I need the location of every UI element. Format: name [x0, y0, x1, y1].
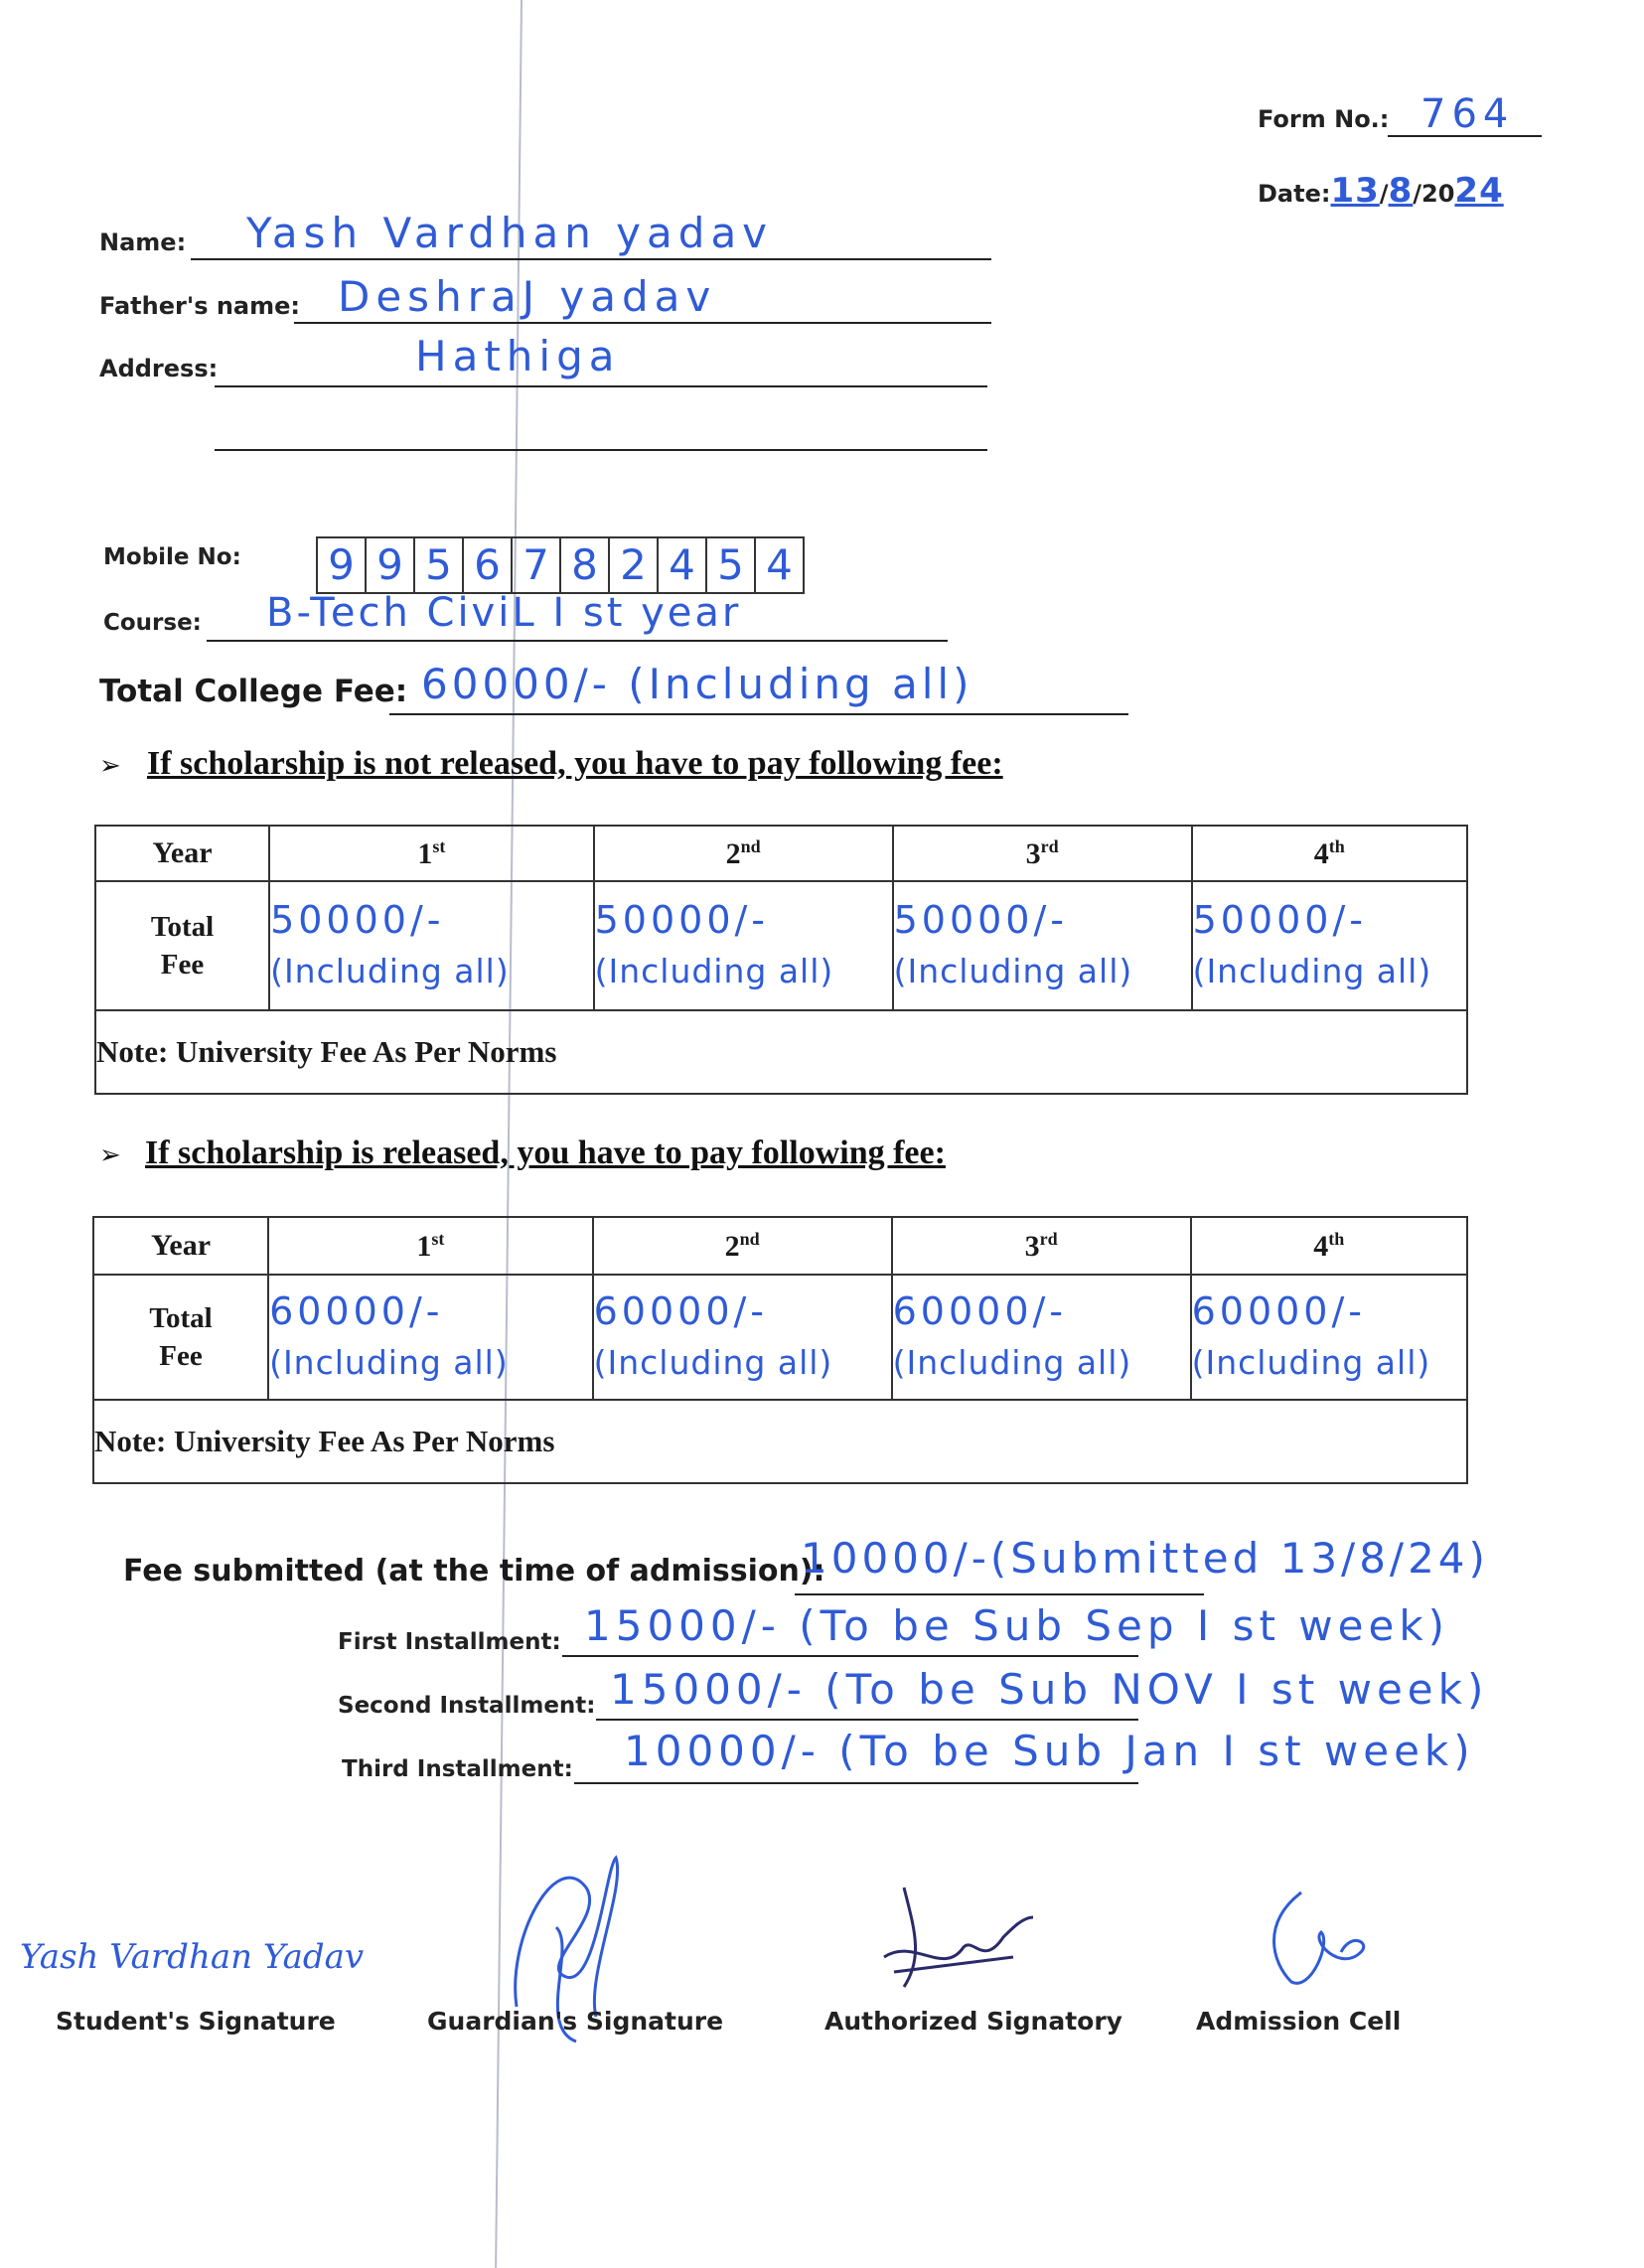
mobile-digit-box[interactable]: 8 [561, 538, 610, 592]
mobile-number-boxes[interactable] [316, 536, 805, 594]
no-scholarship-fee-table [94, 825, 1468, 1095]
third-installment-value[interactable]: 10000/- (To be Sub Jan I st week) [624, 1727, 1475, 1775]
year-1-header: 1st [269, 826, 594, 881]
scholarship-fee-table [92, 1216, 1468, 1484]
date-month: 8 [1388, 171, 1414, 211]
third-installment-underline [574, 1782, 1138, 1784]
form-no-value: 764 [1420, 91, 1515, 137]
course-underline [207, 640, 948, 642]
date-field [1258, 171, 1504, 211]
date-label: Date: [1258, 180, 1331, 208]
first-installment-value[interactable]: 15000/- (To be Sub Sep I st week) [584, 1601, 1450, 1650]
year-1-header: 1st [268, 1217, 593, 1275]
fee-submitted-label: Fee submitted (at the time of admission): [123, 1554, 825, 1588]
fee-cell-year-2[interactable]: 60000/- (Including all) [593, 1275, 892, 1400]
name-underline [191, 258, 991, 260]
university-fee-note: Note: University Fee As Per Norms [95, 1010, 1467, 1094]
date-century: /20 [1413, 180, 1455, 208]
year-2-header: 2nd [594, 826, 893, 881]
no-scholarship-heading: If scholarship is not released, you have to pay following fee: [147, 745, 1003, 782]
mobile-digit-box[interactable]: 5 [707, 538, 756, 592]
address-underline-2 [215, 449, 987, 451]
total-fee-row-label: Total Fee [93, 1275, 268, 1400]
mobile-digit-box[interactable]: 9 [367, 538, 415, 592]
form-no-label: Form No.: [1258, 105, 1390, 133]
year-3-header: 3rd [893, 826, 1192, 881]
second-installment-label: Second Installment: [338, 1693, 596, 1719]
mobile-digit-box[interactable]: 4 [766, 540, 793, 589]
total-fee-label: Total College Fee: [99, 674, 408, 709]
mobile-digit-box[interactable]: 9 [318, 538, 367, 592]
fee-cell-year-1[interactable]: 50000/- (Including all) [269, 881, 594, 1010]
year-4-header: 4th [1191, 1217, 1467, 1275]
mobile-digit-box[interactable]: 7 [513, 538, 561, 592]
course-value[interactable]: B-Tech CiviL I st year [266, 590, 742, 636]
date-day: 13 [1330, 171, 1380, 211]
authorized-signatory-label: Authorized Signatory [824, 2007, 1122, 2036]
year-4-header: 4th [1192, 826, 1467, 881]
fee-cell-year-3[interactable]: 50000/- (Including all) [893, 881, 1192, 1010]
admission-cell-signature-mark [1242, 1883, 1381, 2002]
father-name-value[interactable]: DeshraJ yadav [338, 272, 717, 321]
second-installment-underline [596, 1719, 1138, 1721]
fee-cell-year-3[interactable]: 60000/- (Including all) [892, 1275, 1191, 1400]
arrow-bullet-icon: ➢ [99, 751, 121, 781]
guardian-signature-label: Guardian's Signature [427, 2007, 724, 2036]
arrow-bullet-icon: ➢ [99, 1140, 121, 1170]
fee-cell-year-2[interactable]: 50000/- (Including all) [594, 881, 893, 1010]
course-label: Course: [103, 610, 202, 636]
fee-cell-year-4[interactable]: 60000/- (Including all) [1191, 1275, 1467, 1400]
third-installment-label: Third Installment: [342, 1756, 573, 1782]
authorized-signature-mark [864, 1878, 1043, 2007]
mobile-digit-box[interactable]: 4 [659, 538, 707, 592]
address-underline-1 [215, 385, 987, 387]
student-signature-label: Student's Signature [56, 2007, 336, 2036]
total-fee-value[interactable]: 60000/- (Including all) [421, 660, 973, 708]
fee-cell-year-1[interactable]: 60000/- (Including all) [268, 1275, 593, 1400]
fee-cell-year-4[interactable]: 50000/- (Including all) [1192, 881, 1467, 1010]
date-sep: / [1379, 180, 1389, 208]
first-installment-underline [562, 1655, 1138, 1657]
date-year: 24 [1454, 171, 1504, 211]
total-fee-underline [389, 713, 1128, 715]
name-value[interactable]: Yash Vardhan yadav [246, 209, 774, 257]
fee-submitted-underline [795, 1593, 1204, 1595]
mobile-digit-box[interactable]: 6 [464, 538, 513, 592]
year-header: Year [95, 826, 269, 881]
scholarship-heading: If scholarship is released, you have to pay following fee: [145, 1134, 946, 1171]
year-header: Year [93, 1217, 268, 1275]
address-label: Address: [99, 355, 219, 382]
name-label: Name: [99, 228, 187, 256]
first-installment-label: First Installment: [338, 1629, 561, 1655]
address-value[interactable]: Hathiga [415, 332, 621, 380]
mobile-label: Mobile No: [103, 544, 241, 570]
admission-cell-label: Admission Cell [1196, 2007, 1402, 2036]
mobile-digit-box[interactable]: 2 [610, 538, 659, 592]
university-fee-note: Note: University Fee As Per Norms [93, 1400, 1467, 1483]
year-2-header: 2nd [593, 1217, 892, 1275]
fee-submitted-value[interactable]: 10000/-(Submitted 13/8/24) [801, 1534, 1489, 1583]
student-handwritten-signature: Yash Vardhan Yadav [20, 1937, 365, 1977]
second-installment-value[interactable]: 15000/- (To be Sub NOV I st week) [610, 1665, 1489, 1714]
father-name-underline [294, 322, 991, 324]
mobile-digit-box[interactable]: 5 [415, 538, 464, 592]
total-fee-row-label: Total Fee [95, 881, 269, 1010]
year-3-header: 3rd [892, 1217, 1191, 1275]
father-name-label: Father's name: [99, 292, 301, 320]
